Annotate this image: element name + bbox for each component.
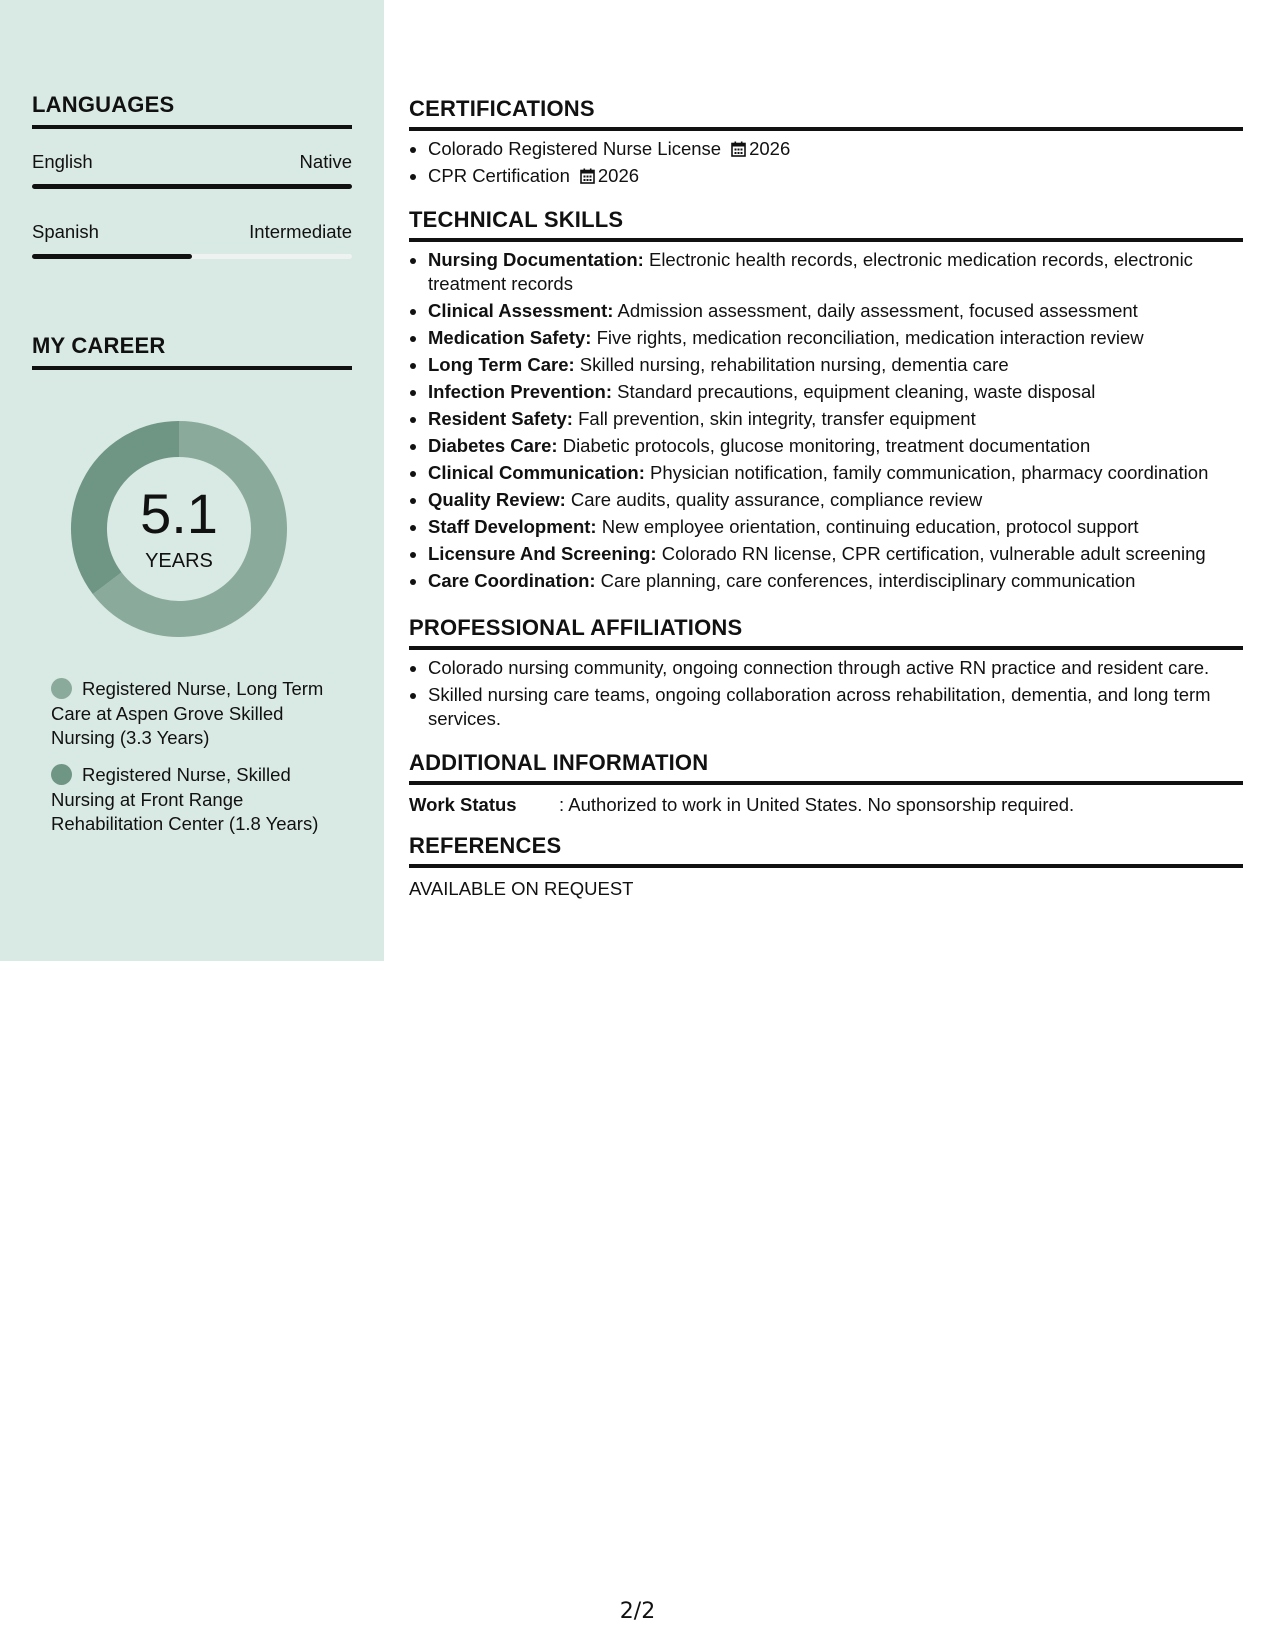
calendar-icon [731,141,746,157]
skill-text: Diabetic protocols, glucose monitoring, treatment documentation [562,435,1091,456]
skill-label: Licensure And Screening: [428,543,657,564]
career-donut-chart [66,416,292,642]
certifications-section [409,96,1243,191]
skill-label: Resident Safety: [428,408,573,429]
skill-label: Staff Development: [428,516,597,537]
skill-item [428,353,1243,377]
skill-item [428,515,1243,539]
skill-item [428,434,1243,458]
skill-text: Fall prevention, skin integrity, transfer equipment [578,408,976,429]
skill-text: Admission assessment, daily assessment, focused assessment [617,300,1138,321]
language-item [32,150,352,189]
career-entry-label: Registered Nurse, Long Term Care at Aspen Grove Skilled Nursing (3.3 Years) [51,678,324,748]
career-section [32,333,352,370]
certification-item [428,164,1243,188]
skill-label: Quality Review: [428,489,566,510]
certifications-title: CERTIFICATIONS [409,96,1243,131]
skill-label: Clinical Assessment: [428,300,614,321]
skill-text: Standard precautions, equipment cleaning, waste disposal [617,381,1096,402]
skill-item [428,542,1243,566]
skill-label: Care Coordination: [428,570,596,591]
career-title: MY CAREER [32,333,352,370]
skill-text: Care audits, quality assurance, compliance review [570,489,983,510]
language-proficiency-bar [32,254,352,259]
career-legend-item [51,677,341,751]
language-proficiency-bar [32,184,352,189]
language-item [32,220,352,259]
affiliations-title: PROFESSIONAL AFFILIATIONS [409,615,1243,650]
skill-text: Colorado RN license, CPR certification, vulnerable adult screening [661,543,1206,564]
work-status-value: : Authorized to work in United States. No sponsorship required. [559,794,1075,815]
work-status-label: Work Status [409,794,517,815]
language-level: Native [299,151,352,172]
additional-info-section [409,750,1243,816]
additional-info-title: ADDITIONAL INFORMATION [409,750,1243,785]
skill-label: Diabetes Care: [428,435,558,456]
skill-label: Infection Prevention: [428,381,612,402]
technical-skills-title: TECHNICAL SKILLS [409,207,1243,242]
skill-text: Care planning, care conferences, interdisciplinary communication [600,570,1136,591]
references-text: AVAILABLE ON REQUEST [409,878,634,899]
certification-name: Colorado Registered Nurse License [428,138,722,159]
skill-text: Electronic health records, electronic medication records, electronic treatment records [428,249,1193,294]
skill-label: Clinical Communication: [428,462,645,483]
skill-text: Skilled nursing, rehabilitation nursing, dementia care [579,354,1009,375]
skill-item [428,488,1243,512]
skill-text: New employee orientation, continuing education, protocol support [601,516,1139,537]
skill-item [428,326,1243,350]
skill-item [428,380,1243,404]
career-entry-label: Registered Nurse, Skilled Nursing at Front Range Rehabilitation Center (1.8 Years) [51,764,319,834]
calendar-icon [580,168,595,184]
skill-item [428,407,1243,431]
certification-year: 2026 [749,138,791,159]
certification-item [428,137,1243,161]
page-number: 2/2 [619,1599,656,1624]
sidebar [0,0,384,961]
language-name: Spanish [32,221,99,242]
affiliations-section [409,615,1243,734]
skill-item [428,248,1243,296]
language-proficiency-fill [32,184,352,189]
career-total-years: 5.1 [140,482,218,545]
career-total-unit: YEARS [145,550,213,572]
skills-list [409,248,1243,593]
skill-label: Nursing Documentation: [428,249,644,270]
affiliation-item: • Colorado nursing community, ongoing connection through active RN practice and resident care. [428,656,1243,680]
language-name: English [32,151,93,172]
languages-section [32,92,352,129]
language-proficiency-fill [32,254,192,259]
career-legend-item [51,763,341,837]
legend-dot-icon [51,678,72,699]
languages-title: LANGUAGES [32,92,352,129]
certification-name: CPR Certification [428,165,570,186]
language-level: Intermediate [249,221,352,242]
references-section [409,833,1243,900]
skill-item [428,569,1243,593]
skill-text: Physician notification, family communication, pharmacy coordination [650,462,1209,483]
legend-dot-icon [51,764,72,785]
certification-year: 2026 [597,165,640,186]
skill-item [428,461,1243,485]
technical-skills-section [409,207,1243,596]
references-title: REFERENCES [409,833,1243,868]
skill-item [428,299,1243,323]
skill-text: Five rights, medication reconciliation, medication interaction review [596,327,1144,348]
skill-label: Medication Safety: [428,327,592,348]
skill-label: Long Term Care: [428,354,575,375]
affiliation-item: • Skilled nursing care teams, ongoing collaboration across rehabilitation, dementia, and long term services. [428,683,1243,731]
